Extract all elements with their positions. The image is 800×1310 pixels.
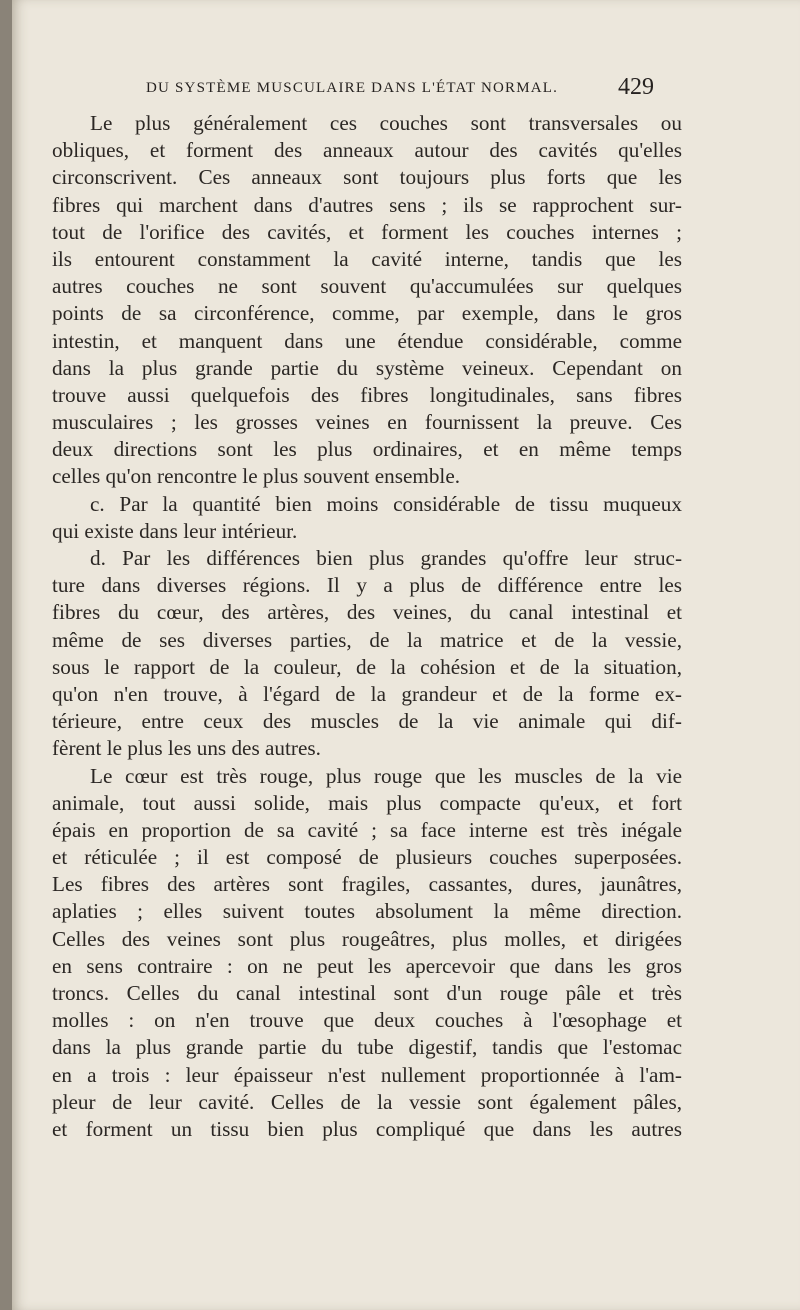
text-line: térieure, entre ceux des muscles de la vie animale qui dif- <box>52 709 682 734</box>
text-line: autres couches ne sont souvent qu'accumulées sur quelques <box>52 274 682 299</box>
text-line: points de sa circonférence, comme, par exemple, dans le gros <box>52 301 682 326</box>
running-head <box>12 74 800 104</box>
text-line: troncs. Celles du canal intestinal sont d'un rouge pâle et très <box>52 981 682 1005</box>
text-line: dans la plus grande partie du système veineux. Cependant on <box>52 355 682 380</box>
text-line: Le cœur est très rouge, plus rouge que les muscles de la vie <box>90 763 682 788</box>
text-line: circonscrivent. Ces anneaux sont toujours plus forts que les <box>52 165 682 190</box>
text-line: c. Par la quantité bien moins considérable de tissu muqueux <box>90 491 682 516</box>
text-line: d. Par les différences bien plus grandes qu'offre leur struc- <box>90 546 682 570</box>
text-line: sous le rapport de la couleur, de la cohésion et de la situation, <box>52 654 682 679</box>
text-line: animale, tout aussi solide, mais plus compacte qu'eux, et fort <box>52 790 682 815</box>
book-page <box>12 0 800 1310</box>
text-line: fibres qui marchent dans d'autres sens ; ils se rapprochent sur- <box>52 192 682 217</box>
text-line: Les fibres des artères sont fragiles, cassantes, dures, jaunâtres, <box>52 872 682 897</box>
text-line: épais en proportion de sa cavité ; sa face interne est très inégale <box>52 817 682 842</box>
text-line: musculaires ; les grosses veines en fournissent la preuve. Ces <box>52 410 682 435</box>
text-line: ils entourent constamment la cavité interne, tandis que les <box>52 246 682 271</box>
text-line: Celles des veines sont plus rougeâtres, plus molles, et dirigées <box>52 926 682 951</box>
text-line: qui existe dans leur intérieur. <box>52 518 298 543</box>
text-line: qu'on n'en trouve, à l'égard de la grandeur et de la forme ex- <box>52 681 682 706</box>
text-line: en sens contraire : on ne peut les apercevoir que dans les gros <box>52 953 682 978</box>
text-line: trouve aussi quelquefois des fibres longitudinales, sans fibres <box>52 382 682 407</box>
text-line: intestin, et manquent dans une étendue considérable, comme <box>52 328 682 353</box>
text-line: ture dans diverses régions. Il y a plus de différence entre les <box>52 573 682 598</box>
text-line: Le plus généralement ces couches sont transversales ou <box>90 111 682 135</box>
text-line: même de ses diverses parties, de la matrice et de la vessie, <box>52 627 682 652</box>
text-line: en a trois : leur épaisseur n'est nullement proportionnée à l'am- <box>52 1062 682 1087</box>
text-line: aplaties ; elles suivent toutes absolument la même direction. <box>52 899 682 924</box>
text-line: dans la plus grande partie du tube digestif, tandis que l'estomac <box>52 1035 682 1060</box>
body-text <box>52 110 682 1143</box>
text-line: et forment un tissu bien plus compliqué que dans les autres <box>52 1116 682 1141</box>
text-line: molles : on n'en trouve que deux couches à l'œsophage et <box>52 1008 682 1033</box>
page-number: 429 <box>618 74 654 100</box>
text-line: obliques, et forment des anneaux autour des cavités qu'elles <box>52 138 682 163</box>
text-line: pleur de leur cavité. Celles de la vessie sont également pâles, <box>52 1089 682 1114</box>
text-line: celles qu'on rencontre le plus souvent ensemble. <box>52 464 461 489</box>
text-line: deux directions sont les plus ordinaires, et en même temps <box>52 437 682 462</box>
text-line: et réticulée ; il est composé de plusieurs couches superposées. <box>52 845 682 870</box>
text-line: tout de l'orifice des cavités, et forment les couches internes ; <box>52 219 682 244</box>
text-line: fibres du cœur, des artères, des veines, du canal intestinal et <box>52 600 682 625</box>
running-title: DU SYSTÈME MUSCULAIRE DANS L'ÉTAT NORMAL. <box>146 80 559 96</box>
text-line: fèrent le plus les uns des autres. <box>52 736 321 761</box>
